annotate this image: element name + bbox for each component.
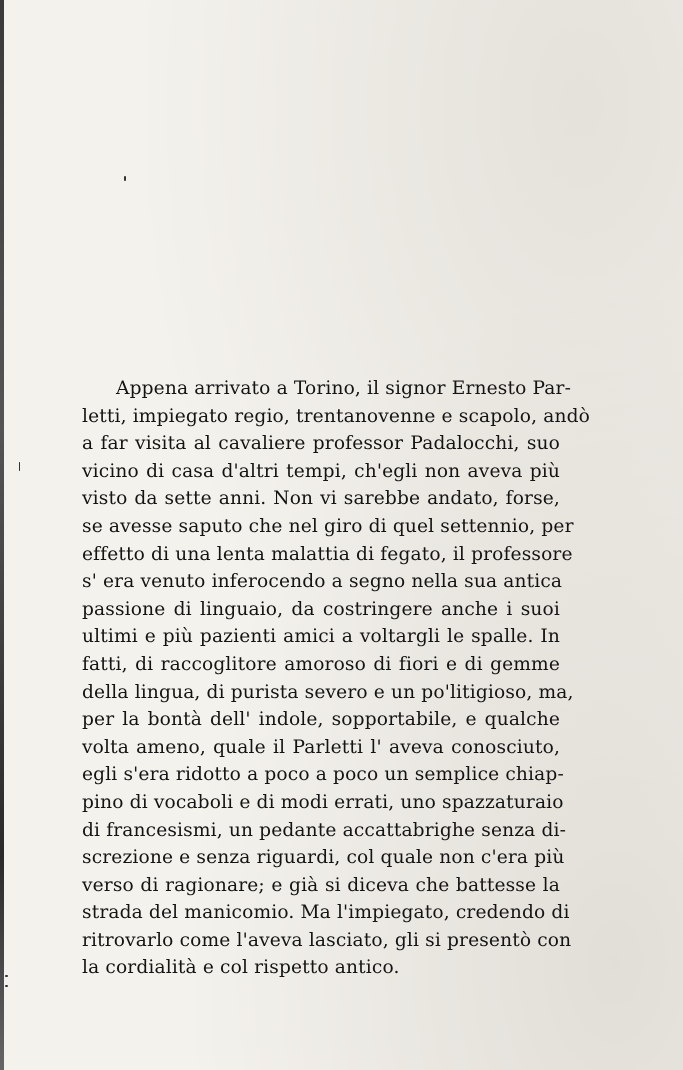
- text-line: la cordialità e col rispetto antico.: [82, 957, 400, 979]
- text-line: verso di ragionare; e già si diceva che battesse la: [82, 874, 560, 896]
- text-line: vicino di casa d'altri tempi, ch'egli non aveva più: [82, 460, 560, 482]
- text-line: Appena arrivato a Torino, il signor Ernesto Par-: [116, 378, 572, 399]
- text-line: visto da sette anni. Non vi sarebbe andato, forse,: [82, 488, 560, 510]
- text-line: letti, impiegato regio, trentanovenne e scapolo, andò: [82, 405, 590, 427]
- text-line: effetto di una lenta malattia di fegato, il professore: [82, 543, 573, 565]
- text-line: screzione e senza riguardi, col quale non c'era più: [82, 847, 565, 869]
- text-line: a far visita al cavaliere professor Padalocchi, suo: [82, 433, 560, 455]
- text-line: per la bontà dell' indole, sopportabile, e qualche: [82, 709, 560, 731]
- text-line: fatti, di raccoglitore amoroso di fiori e di gemme: [82, 653, 560, 675]
- body-paragraph: [82, 375, 590, 982]
- text-line: volta ameno, quale il Parletti l' aveva conosciuto,: [82, 736, 560, 758]
- ink-speck: [5, 975, 8, 977]
- ink-speck: [124, 176, 126, 181]
- text-line: s' era venuto inferocendo a segno nella sua antica: [82, 571, 563, 593]
- text-line: strada del manicomio. Ma l'impiegato, credendo di: [82, 902, 570, 924]
- page-binding-edge: [0, 0, 4, 1070]
- text-line: egli s'era ridotto a poco a poco un semplice chiap-: [82, 764, 564, 786]
- text-line: della lingua, di purista severo e un po'litigioso, ma,: [82, 681, 574, 703]
- text-line: passione di linguaio, da costringere anche i suoi: [82, 598, 560, 620]
- text-line: pino di vocaboli e di modi errati, uno spazzaturaio: [82, 791, 564, 813]
- ink-speck: [5, 985, 8, 987]
- ink-speck: [19, 462, 20, 471]
- text-line: ultimi e più pazienti amici a voltargli le spalle. In: [82, 626, 560, 648]
- text-line: se avesse saputo che nel giro di quel settennio, per: [82, 515, 574, 537]
- text-line: ritrovarlo come l'aveva lasciato, gli si presentò con: [82, 929, 572, 951]
- text-line: di francesismi, un pedante accattabrighe senza di-: [82, 819, 567, 841]
